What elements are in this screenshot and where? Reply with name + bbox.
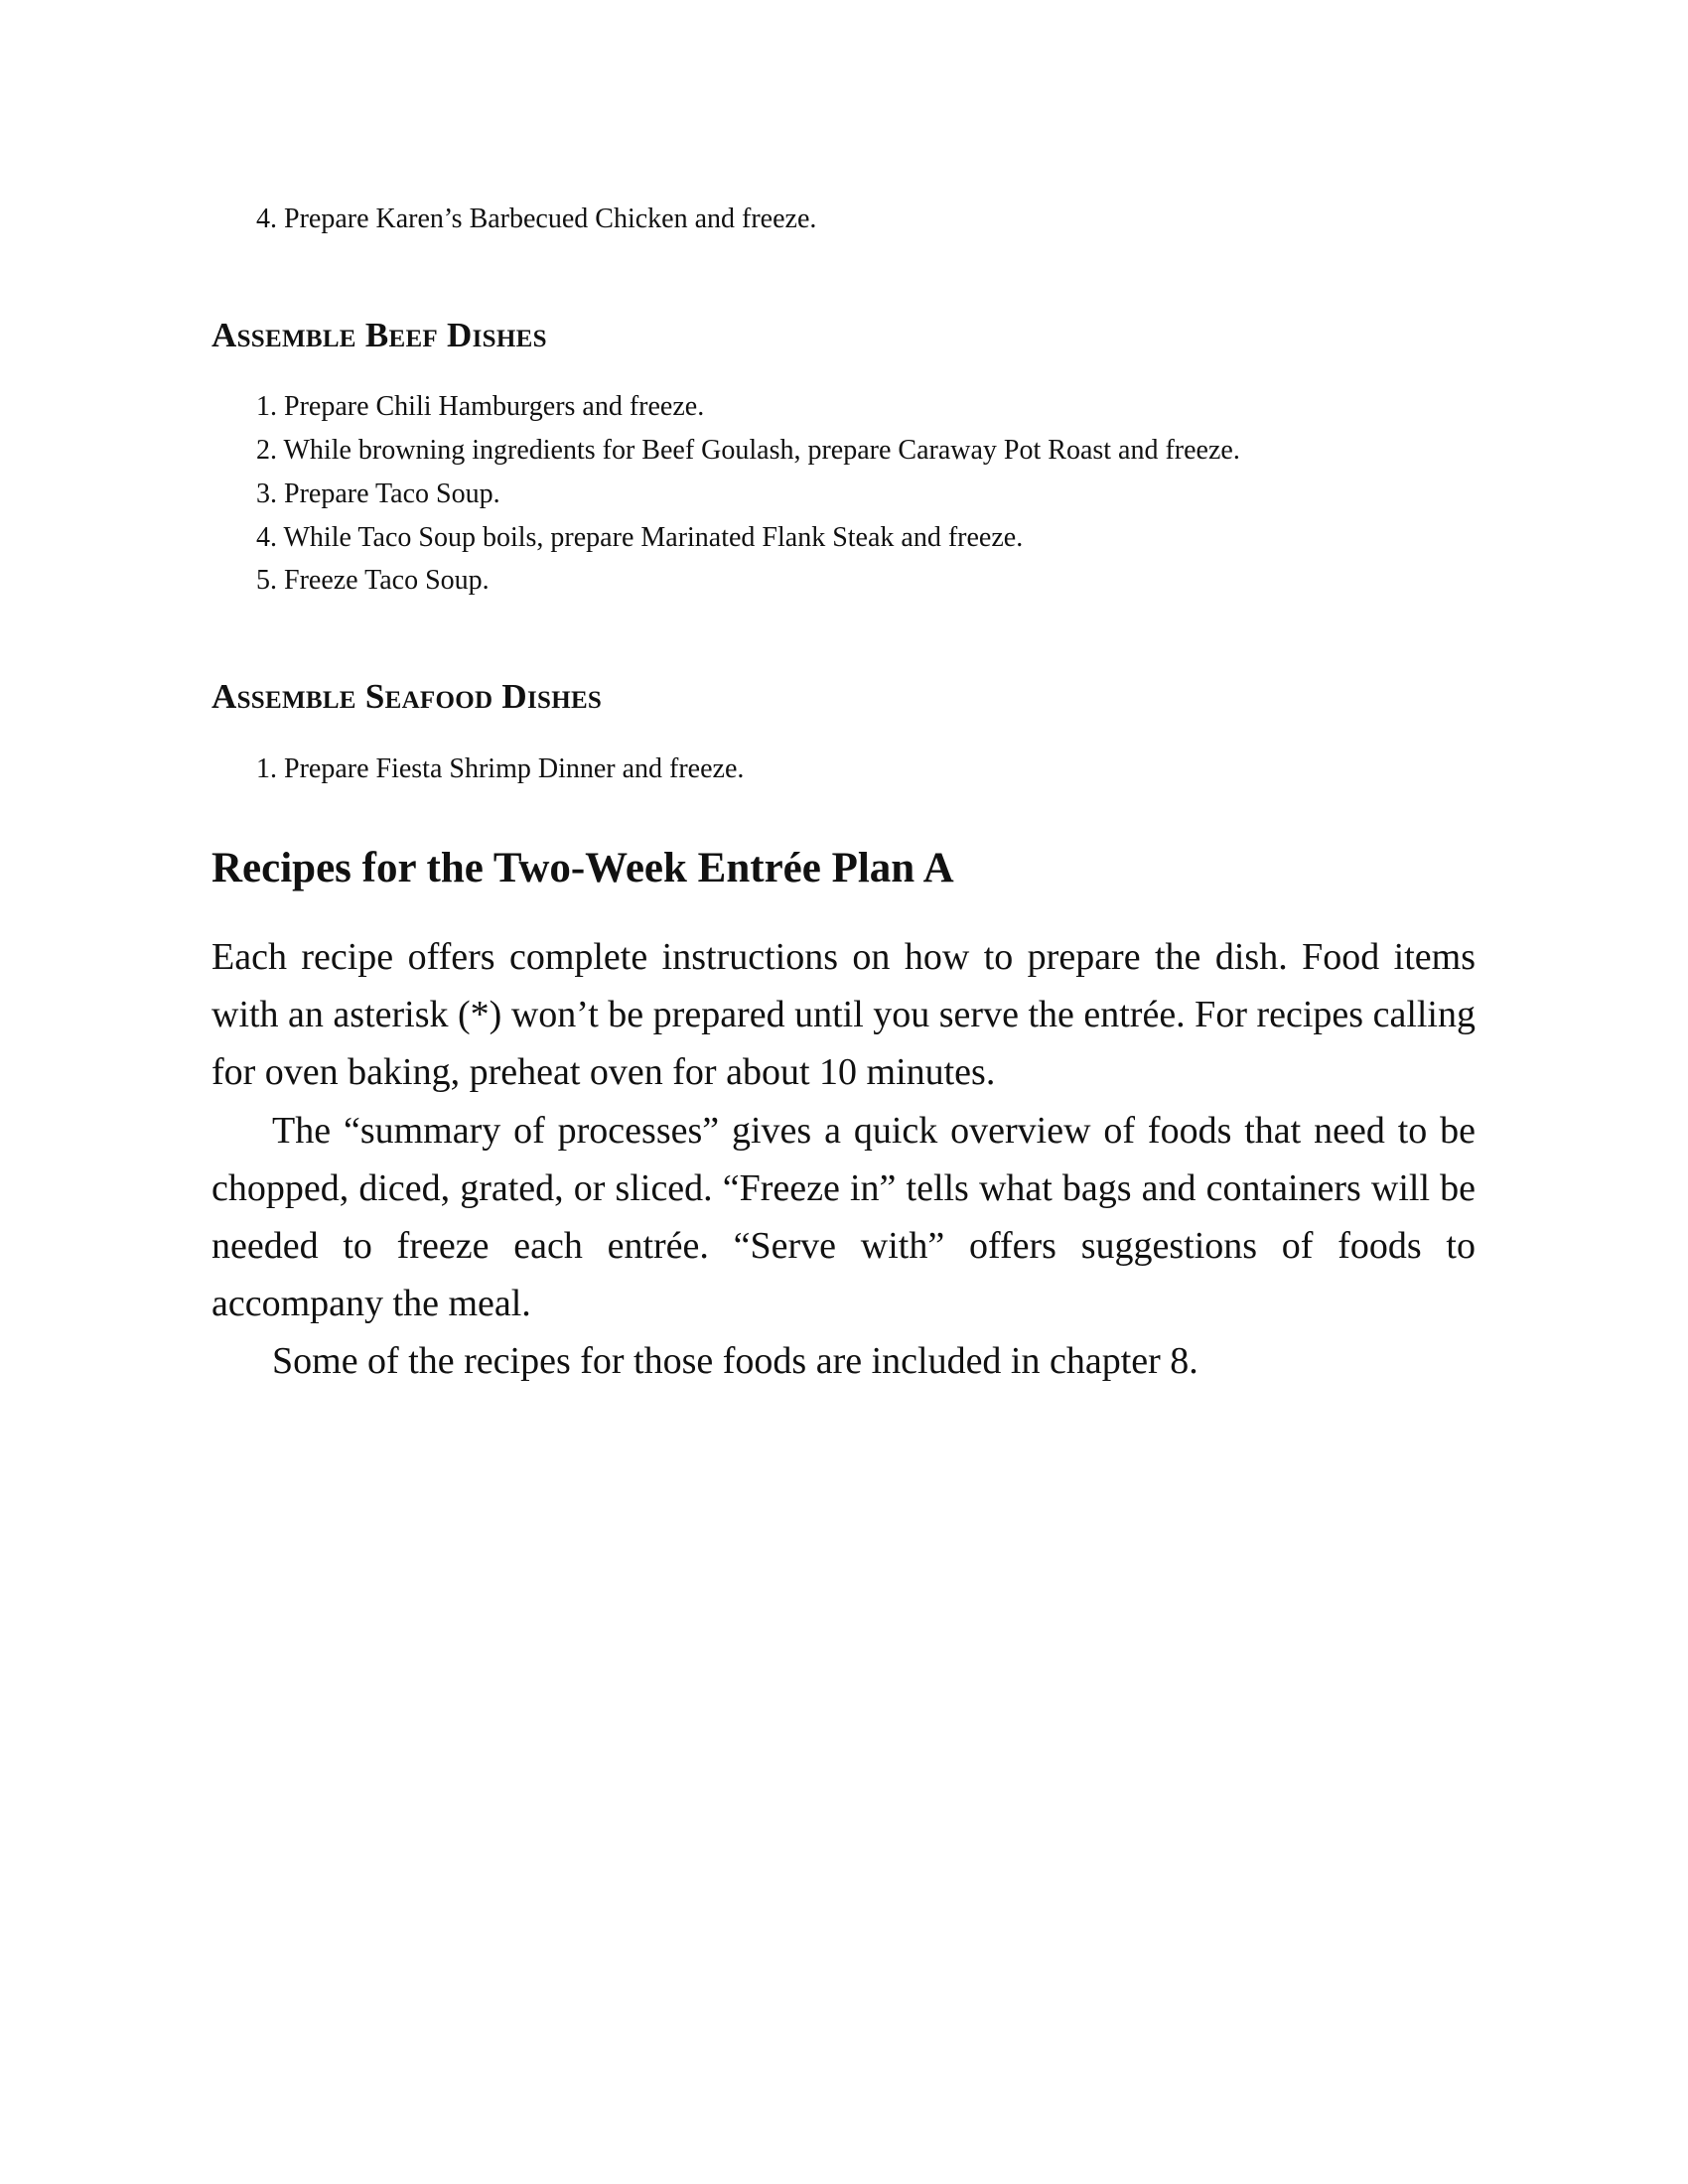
list-item: 3. Prepare Taco Soup.: [256, 478, 500, 509]
list-item: 1. Prepare Chili Hamburgers and freeze.: [256, 391, 705, 422]
section-heading-beef: Assemble Beef Dishes: [211, 316, 547, 354]
list-item: 2. While browning ingredients for Beef Goulash, prepare Caraway Pot Roast and freeze.: [256, 435, 1240, 466]
list-item: 4. While Taco Soup boils, prepare Marinated Flank Steak and freeze.: [256, 522, 1024, 553]
list-item: 4. Prepare Karen’s Barbecued Chicken and freeze.: [256, 204, 817, 234]
list-item: 5. Freeze Taco Soup.: [256, 565, 490, 596]
page-title: Recipes for the Two-Week Entrée Plan A: [211, 845, 954, 891]
paragraph: The “summary of processes” gives a quick overview of foods that need to be chopped, diced, grated, or sliced. “Freeze in” tells what bags and containers will be needed to freeze each entrée. “Serve with” offers suggestions of foods to accompany the meal.: [211, 1109, 1476, 1325]
body-text: [211, 928, 1476, 1391]
section-heading-seafood: Assemble Seafood Dishes: [211, 677, 603, 716]
paragraph: Some of the recipes for those foods are included in chapter 8.: [272, 1340, 1198, 1383]
paragraph: Each recipe offers complete instructions on how to prepare the dish. Food items with an asterisk (*) won’t be prepared until you serve the entrée. For recipes calling for oven baking, preheat oven for about 10 minutes.: [211, 936, 1476, 1094]
list-item: 1. Prepare Fiesta Shrimp Dinner and freeze.: [256, 753, 745, 784]
